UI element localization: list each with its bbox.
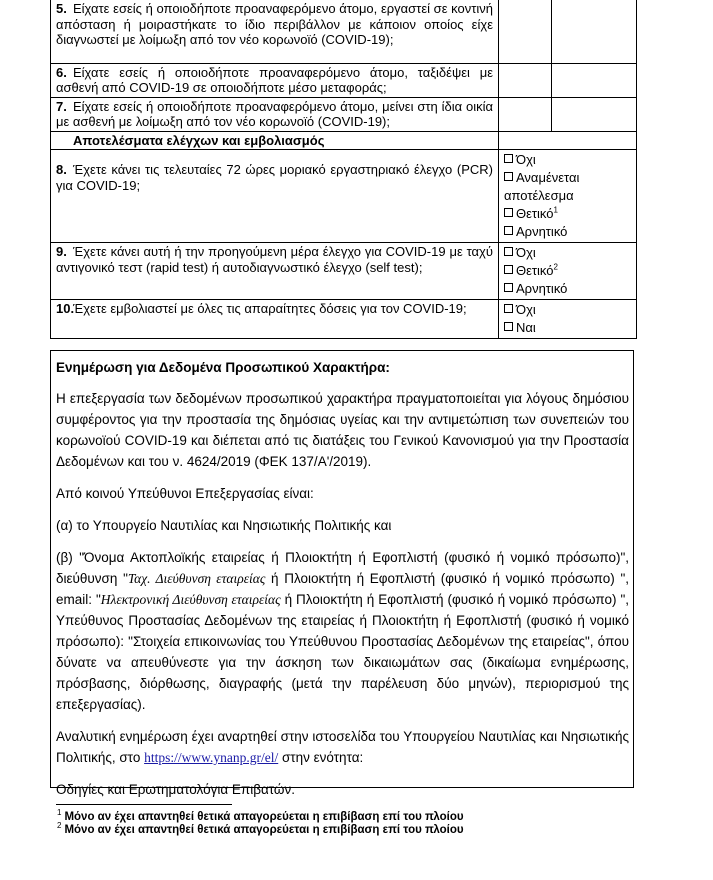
footnote-2 — [57, 823, 464, 837]
question-number: 8. — [56, 162, 67, 177]
privacy-paragraph-4 — [56, 547, 629, 715]
footnote-1 — [57, 810, 464, 824]
privacy-paragraph-6: Οδηγίες και Ερωτηματολόγια Επιβατών. — [56, 782, 295, 797]
checkbox-icon[interactable] — [504, 154, 513, 163]
question-7-text — [51, 97, 499, 131]
privacy-notice-box — [50, 350, 634, 797]
question-label: Είχατε εσείς ή οποιοδήποτε προαναφερόμενο άτομο, εργαστεί σε κοντινή απόσταση ή μοιραστήκατε το ίδιο περιβάλλον με κάποιον οποίος είχε διαγνωστεί με λοίμωξη από τον νέο κορωνοϊό (COVID-19); — [56, 1, 493, 47]
checkbox-icon[interactable] — [504, 247, 513, 256]
option-label: Θετικό — [516, 206, 554, 221]
privacy-paragraph-2: Από κοινού Υπεύθυνοι Επεξεργασίας είναι: — [56, 486, 314, 501]
question-number: 9. — [56, 244, 67, 259]
question-label: Έχετε κάνει τις τελευταίες 72 ώρες μοριακό εργαστηριακό έλεγχο (PCR) για COVID-19; — [56, 162, 493, 193]
option-negative[interactable] — [504, 280, 631, 298]
checkbox-icon[interactable] — [504, 265, 513, 274]
privacy-paragraph-5 — [56, 726, 629, 768]
question-number: 6. — [56, 64, 67, 80]
questionnaire-table — [50, 0, 637, 339]
section-header: Αποτελέσματα ελέγχων και εμβολιασμός — [51, 131, 499, 150]
question-number: 7. — [56, 98, 67, 114]
question-label: Έχετε εμβολιαστεί με όλες τις απαραίτητες δόσεις για τον COVID-19; — [73, 301, 467, 316]
question-9-options — [499, 243, 637, 300]
question-row-10 — [51, 300, 637, 339]
question-row-5 — [51, 0, 637, 63]
checkbox-icon[interactable] — [504, 226, 513, 235]
text-segment: στην ενότητα: — [278, 750, 364, 765]
question-10-text — [51, 300, 499, 339]
option-label: Θετικό — [516, 263, 554, 278]
footnote-divider — [56, 804, 232, 805]
footnote-mark: 2 — [57, 821, 62, 831]
option-label: Αρνητικό — [516, 224, 568, 239]
footnote-mark: 1 — [57, 808, 62, 818]
section-header-empty — [499, 131, 637, 150]
option-label: Αναμένεται αποτέλεσμα — [504, 170, 580, 203]
footnote-ref: 1 — [553, 205, 558, 215]
answer-no-cell[interactable] — [552, 97, 637, 131]
option-label: Αρνητικό — [516, 281, 568, 296]
privacy-title: Ενημέρωση για Δεδομένα Προσωπικού Χαρακτήρα: — [56, 360, 390, 375]
question-row-7 — [51, 97, 637, 131]
answer-yes-cell[interactable] — [499, 0, 552, 63]
option-no[interactable] — [504, 301, 631, 319]
option-label: Όχι — [516, 245, 536, 260]
question-5-text — [51, 0, 499, 63]
question-label: Έχετε κάνει αυτή ή την προηγούμενη μέρα έλεγχο για COVID-19 με ταχύ αντιγονικό τεστ (rapid test) ή αυτοδιαγνωστικό έλεγχο (self test); — [56, 244, 493, 275]
option-positive[interactable] — [504, 262, 631, 280]
checkbox-icon[interactable] — [504, 304, 513, 313]
answer-yes-cell[interactable] — [499, 63, 552, 97]
option-pending[interactable] — [504, 169, 631, 205]
option-label: Όχι — [516, 302, 536, 317]
footnote-text: Μόνο αν έχει απαντηθεί θετικά απαγορεύεται η επιβίβαση επί του πλοίου — [64, 824, 464, 836]
footnote-text: Μόνο αν έχει απαντηθεί θετικά απαγορεύεται η επιβίβαση επί του πλοίου — [64, 811, 464, 823]
question-label: Είχατε εσείς ή οποιοδήποτε προαναφερόμενο άτομο, μείνει στη ίδια οικία με ασθενή με λοίμωξη από τον νέο κορωνοϊό (COVID-19); — [56, 98, 493, 129]
company-email-placeholder: Ηλεκτρονική Διεύθυνση εταιρείας — [100, 592, 281, 607]
answer-no-cell[interactable] — [552, 63, 637, 97]
option-positive[interactable] — [504, 205, 631, 223]
option-yes[interactable] — [504, 319, 631, 337]
checkbox-icon[interactable] — [504, 208, 513, 217]
question-number: 5. — [56, 1, 67, 16]
option-label: Ναι — [516, 320, 536, 335]
question-8-text — [51, 150, 499, 243]
question-10-options — [499, 300, 637, 339]
question-8-options — [499, 150, 637, 243]
option-negative[interactable] — [504, 223, 631, 241]
company-address-placeholder: Ταχ. Διεύθυνση εταιρείας — [127, 571, 266, 586]
question-9-text — [51, 243, 499, 300]
text-segment: Αναλυτική ενημέρωση έχει αναρτηθεί στην ιστοσελίδα του Υπουργείου Ναυτιλίας και Νησιωτικής Πολιτικής, στο — [56, 729, 629, 765]
question-6-text — [51, 63, 499, 97]
ministry-website-link[interactable]: https://www.ynanp.gr/el/ — [144, 750, 279, 765]
text-segment: (β) "Όνομα Ακτοπλοϊκής εταιρείας ή Πλοιοκτήτη ή Εφοπλιστή (φυσικό ή νομικό πρόσωπο)", διεύθυνση " — [56, 550, 629, 586]
privacy-paragraph-1: Η επεξεργασία των δεδομένων προσωπικού χαρακτήρα πραγματοποιείται για λόγους δημόσιου συμφέροντος για την προστασία της δημόσιας υγείας και την αντιμετώπιση των συνεπειών του κορωνοϊού COVID-19 και διέπεται από τις διατάξεις του Γενικού Κανονισμού για την Προστασία Δεδομένων και του ν. 4624/2019 (ΦΕΚ 137/Α'/2019). — [56, 391, 629, 469]
question-row-6 — [51, 63, 637, 97]
answer-yes-cell[interactable] — [499, 97, 552, 131]
checkbox-icon[interactable] — [504, 283, 513, 292]
text-segment: ή Πλοιοκτήτη ή Εφοπλιστή (φυσικό ή νομικό πρόσωπο) ", Υπεύθυνος Προστασίας Δεδομένων της εταιρείας ή Πλοιοκτήτη ή Εφοπλιστή (φυσικό ή νομικό πρόσωπο): "Στοιχεία επικοινωνίας του Υπεύθυνου Προστασίας Δεδομένων της εταιρείας", όπου δύνατε να απευθύνεστε για την άσκηση των δικαιωμάτων σας (δικαίωμα ενημέρωσης, πρόσβασης, διόρθωσης, διαγραφής (μετά την παρέλευση δύο μηνών), περιορισμού της επεξεργασίας). — [56, 592, 629, 712]
answer-no-cell[interactable] — [552, 0, 637, 63]
text-segment: ή Πλοιοκτήτη ή Εφοπλιστή (φυσικό ή νομικό πρόσωπο) ", email: " — [56, 571, 629, 607]
section-header-row — [51, 131, 637, 150]
option-label: Όχι — [516, 152, 536, 167]
checkbox-icon[interactable] — [504, 172, 513, 181]
question-number: 10. — [56, 301, 75, 316]
option-no[interactable] — [504, 244, 631, 262]
privacy-paragraph-3: (α) το Υπουργείο Ναυτιλίας και Νησιωτικής Πολιτικής και — [56, 518, 392, 533]
checkbox-icon[interactable] — [504, 322, 513, 331]
footnote-ref: 2 — [553, 262, 558, 272]
question-row-8 — [51, 150, 637, 243]
option-no[interactable] — [504, 151, 631, 169]
question-row-9 — [51, 243, 637, 300]
question-label: Είχατε εσείς ή οποιοδήποτε προαναφερόμενο άτομο, ταξιδέψει με ασθενή από COVID-19 σε οποιοδήποτε μέσο μεταφοράς; — [56, 64, 493, 95]
